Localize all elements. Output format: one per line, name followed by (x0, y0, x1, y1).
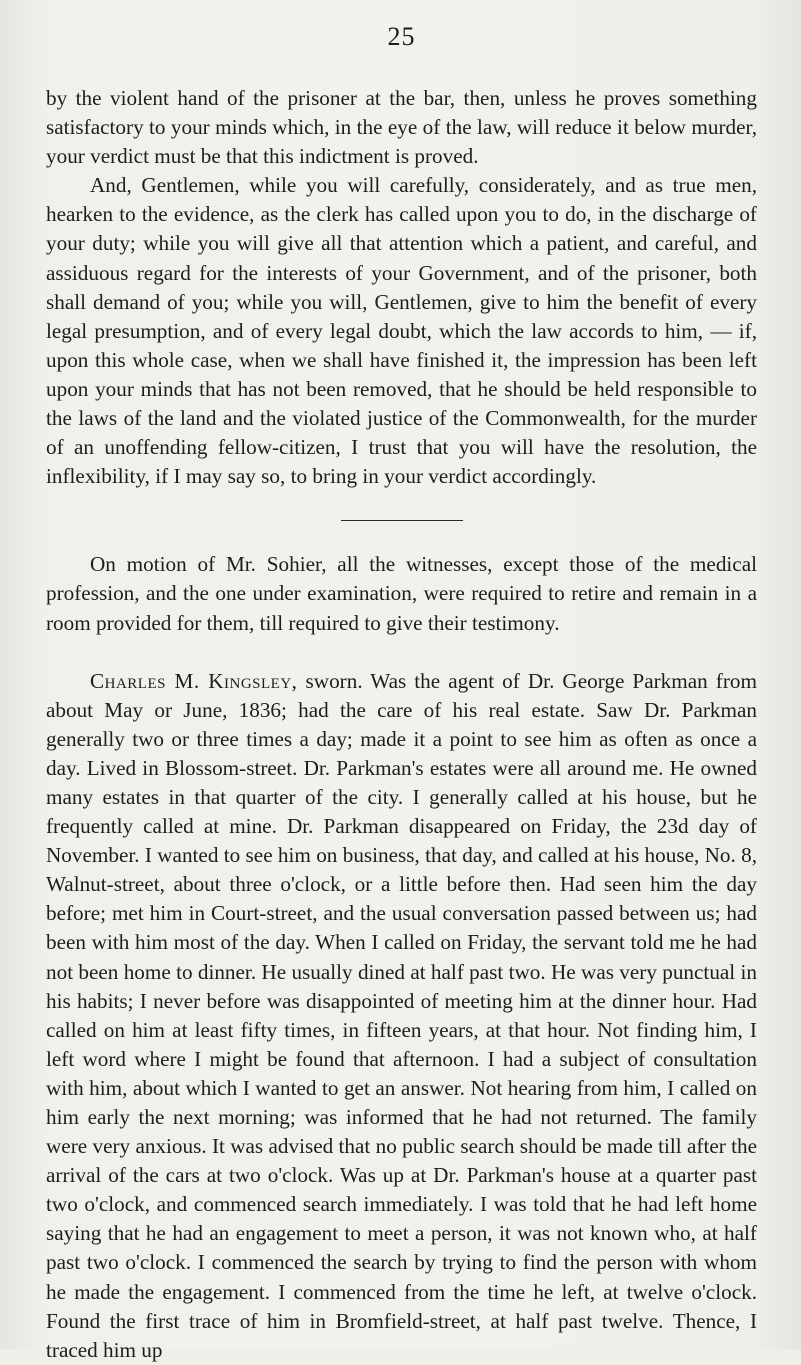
paragraph-kingsley-testimony (46, 667, 757, 1365)
paragraph-witness-motion: On motion of Mr. Sohier, all the witnesses, except those of the medical profession, and the one under examination, were required to retire and remain in a room provided for them, till required to give their testimony. (46, 552, 757, 635)
testimony-text: sworn. Was the agent of Dr. George Parkman from about May or June, 1836; had the care of his real estate. Saw Dr. Parkman generally two or three times a day; made it a point to see him as often as once a day. Lived in Blossom-street. Dr. Parkman's estates were all around me. He owned many estates in that quarter of the city. I generally called at his house, but he frequently called at mine. Dr. Parkman disappeared on Friday, the 23d day of November. I wanted to see him on business, that day, and called at his house, No. 8, Walnut-street, about three o'clock, or a little before then. Had seen him the day before; met him in Court-street, and the usual conversation passed between us; had been with him most of the day. When I called on Friday, the servant told me he had not been home to dinner. He usually dined at half past two. He was very punctual in his habits; I never before was disappointed of meeting him at the dinner hour. Had called on him at least fifty times, in fifteen years, at that hour. Not finding him, I left word where I might be found that afternoon. I had a subject of consultation with him, about which I wanted to get an answer. Not hearing from him, I called on him early the next morning; was informed that he had not returned. The family were very anxious. It was advised that no public search should be made till after the arrival of the cars at two o'clock. Was up at Dr. Parkman's house at a quarter past two o'clock, and commenced search immediately. I was told that he had left home saying that he had an engagement to meet a person, it was not known who, at half past two o'clock. I commenced the search by trying to find the person with whom he made the engagement. I commenced from the time he left, at twelve o'clock. Found the first trace of him in Bromfield-street, at half past twelve. Thence, I traced him up (46, 668, 757, 1362)
paragraph-charge-continuation: by the violent hand of the prisoner at the bar, then, unless he proves something satisfactory to your minds which, in the eye of the law, will reduce it below murder, your verdict must be that this indictment is proved. (46, 86, 757, 169)
paragraph-charge-gentlemen: And, Gentlemen, while you will carefully, considerately, and as true men, hearken to the evidence, as the clerk has called upon you to do, in the discharge of your duty; while you will give all that attention which a patient, and careful, and assiduous regard for the interests of your Government, and of the prisoner, both shall demand of you; while you will, Gentlemen, give to him the benefit of every legal presumption, and of every legal doubt, which the law accords to him, — if, upon this whole case, when we shall have finished it, the impression has been left upon your minds that has not been removed, that he should be held responsible to the laws of the land and the violated justice of the Commonwealth, for the murder of an unoffending fellow-citizen, I trust that you will have the resolution, the inflexibility, if I may say so, to bring in your verdict accordingly. (46, 173, 757, 489)
paragraph-gap (46, 638, 757, 667)
witness-name: Charles M. Kingsley, (90, 668, 298, 693)
page-number: 25 (387, 22, 416, 51)
section-divider (341, 520, 463, 521)
